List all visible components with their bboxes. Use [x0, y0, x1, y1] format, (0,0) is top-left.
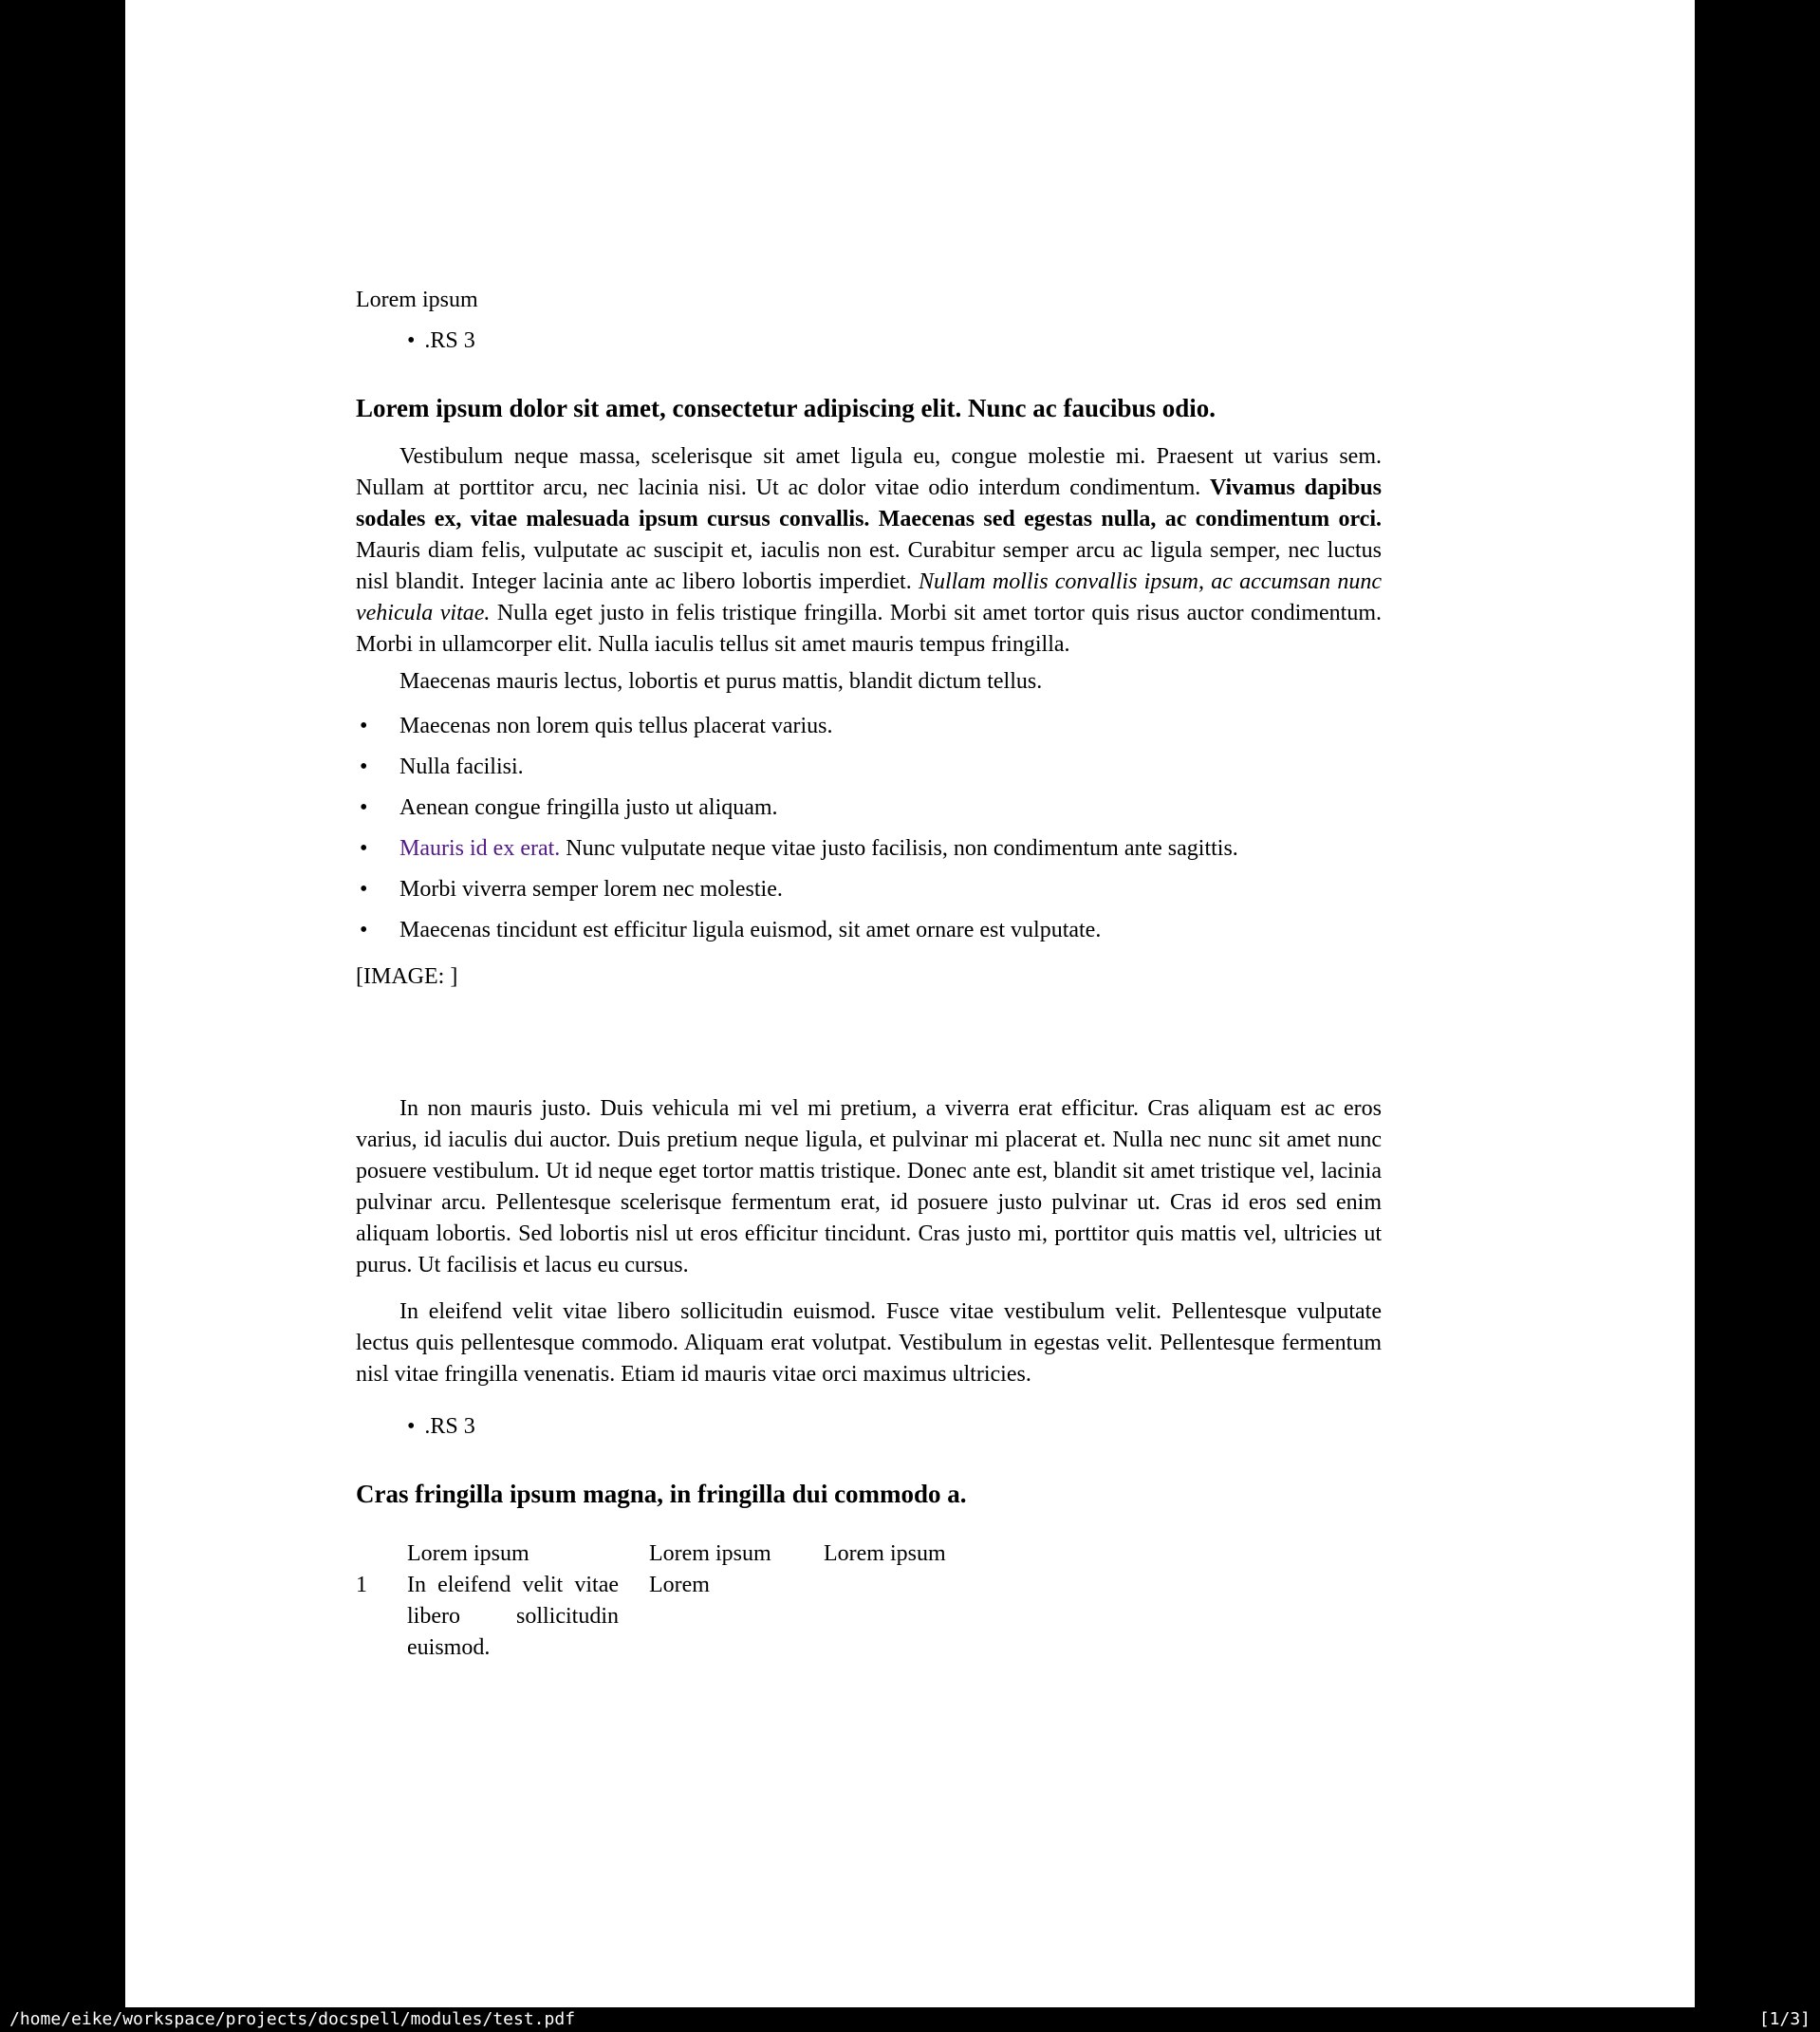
rs-directive-line-1 — [407, 326, 1382, 357]
bullet-icon: • — [407, 328, 416, 353]
paragraph-1 — [356, 441, 1382, 661]
list-item — [356, 833, 1382, 865]
list-item — [356, 874, 1382, 905]
list-item — [356, 711, 1382, 742]
list-item-text: Aenean congue fringilla justo ut aliquam. — [399, 795, 778, 820]
list-item-text: Morbi viverra semper lorem nec molestie. — [399, 877, 783, 902]
table-row-number: 1 — [356, 1573, 367, 1597]
status-page-indicator: [1/3] — [1758, 2009, 1811, 2029]
paragraph-3: In eleifend velit vitae libero sollicitudin euismod. Fusce vitae vestibulum velit. Pellentesque vulputate lectus quis pellentesque commodo. Aliquam erat volutpat. Vestibulum in egestas velit. Pellentesque fermentum nisl vitae fringilla venenatis. Etiam id mauris vitae orci maximus ultricies. — [356, 1299, 1382, 1387]
bullet-icon: • — [360, 714, 368, 738]
list-item — [356, 752, 1382, 783]
document-content — [125, 0, 1695, 1664]
table-header-cell — [356, 1538, 407, 1570]
rs-directive-line-2 — [407, 1411, 1382, 1443]
status-bar — [0, 2007, 1820, 2032]
document-hyperlink[interactable]: Mauris id ex erat. — [399, 836, 561, 861]
list-item-text: Maecenas non lorem quis tellus placerat varius. — [399, 714, 833, 738]
table-cell — [824, 1570, 1382, 1664]
table-header-cell: Lorem ipsum — [649, 1541, 771, 1566]
bullet-icon: • — [360, 918, 368, 942]
paragraph-1-italic-text: Nullam mollis convallis ipsum, ac accumsan nunc vehicula vitae. — [356, 569, 1382, 625]
list-item-text: Maecenas tincidunt est efficitur ligula euismod, sit amet ornare est vulputate. — [399, 918, 1102, 942]
document-table — [356, 1538, 1382, 1664]
bullet-icon: • — [360, 795, 368, 820]
paragraph-1-text: Vestibulum neque massa, scelerisque sit amet ligula eu, congue molestie mi. Praesent ut varius sem. Nullam at porttitor arcu, nec lacinia nisi. Ut ac dolor vitae odio interdum condimentum. — [356, 444, 1382, 500]
list-item-text: Nunc vulputate neque vitae justo facilisis, non condimentum ante sagittis. — [560, 836, 1238, 861]
paragraph-1-text: Nulla eget justo in felis tristique fringilla. Morbi sit amet tortor quis risus auctor condimentum. Morbi in ullamcorper elit. Nulla iaculis tellus sit amet mauris tempus fringilla. — [356, 601, 1382, 657]
image-placeholder-gap — [356, 993, 1382, 1078]
table-header-cell: Lorem ipsum — [824, 1541, 946, 1566]
bullet-icon: • — [360, 877, 368, 902]
document-page — [125, 0, 1695, 2007]
list-item — [356, 792, 1382, 824]
table-header-cell: Lorem ipsum — [407, 1541, 529, 1566]
rs-directive-text: .RS 3 — [424, 328, 475, 353]
section-heading-1: Lorem ipsum dolor sit amet, consectetur adipiscing elit. Nunc ac faucibus odio. — [356, 394, 1216, 422]
section-heading-2: Cras fringilla ipsum magna, in fringilla dui commodo a. — [356, 1480, 967, 1508]
bullet-icon: • — [360, 755, 368, 779]
rs-directive-text: .RS 3 — [424, 1414, 475, 1439]
list-item-text: Nulla facilisi. — [399, 755, 524, 779]
paragraph-2: In non mauris justo. Duis vehicula mi vel mi pretium, a viverra erat efficitur. Cras aliquam est ac eros varius, id iaculis dui auctor. Duis pretium neque ligula, et pulvinar mi placerat et. Nulla nec nunc sit amet nunc posuere vestibulum. Ut id neque eget tortor mattis tristique. Donec ante est, blandit sit amet tristique vel, lacinia pulvinar arcu. Pellentesque scelerisque fermentum erat, id posuere justo pulvinar ut. Cras id eros sed enim aliquam lobortis. Sed lobortis nisl ut eros efficitur tincidunt. Cras justo mi, porttitor quis mattis vel, ultricies ut purus. Ut facilisis et lacus eu cursus. — [356, 1096, 1382, 1277]
paragraph-1-bold-text: Vivamus dapibus sodales ex, vitae malesuada ipsum cursus convallis. Maecenas sed egestas nulla, ac condimentum orci. — [356, 475, 1382, 531]
table-cell: In eleifend velit vitae libero sollicitudin euismod. — [407, 1573, 619, 1660]
paragraph-1-text: Mauris diam felis, vulputate ac suscipit et, iaculis non est. Curabitur semper arcu ac ligula semper, nec luctus nisl blandit. Integer lacinia ante ac libero lobortis imperdiet. — [356, 538, 1382, 594]
image-placeholder-text: [IMAGE: ] — [356, 964, 458, 989]
paragraph-top-label: Lorem ipsum — [356, 288, 478, 312]
bullet-icon: • — [407, 1414, 416, 1439]
table-cell: Lorem — [649, 1573, 710, 1597]
bullet-icon: • — [360, 836, 368, 861]
bullet-list — [356, 711, 1382, 946]
paragraph-lead: Maecenas mauris lectus, lobortis et purus mattis, blandit dictum tellus. — [399, 669, 1043, 694]
list-item — [356, 915, 1382, 946]
status-file-path: /home/eike/workspace/projects/docspell/modules/test.pdf — [9, 2009, 576, 2029]
